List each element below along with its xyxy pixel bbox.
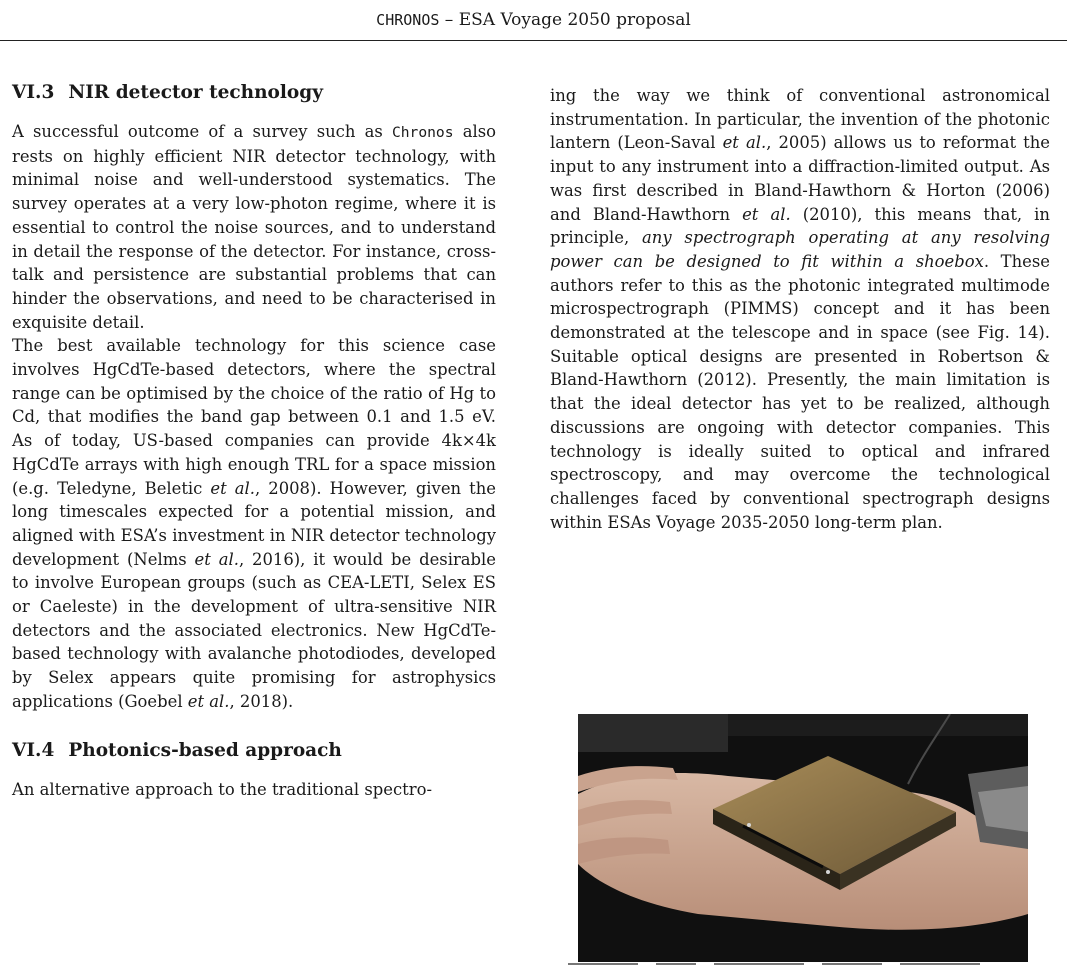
background-equipment: [578, 714, 728, 752]
paragraph-photonics-continued: [550, 84, 1050, 534]
text-run: An alternative approach to the traditional spectro-: [12, 779, 432, 799]
text-run: . These authors refer to this as the photonic integrated multimode microspectrograph (PIMMS) concept and it has been demonstrated at the telescope and in space (see Fig. 14). Suitable optical designs are presented in Robertson & Bland-Hawthorn (2012). Presently, the main limitation is that the ideal detector has yet to be realized, although discussions are ongoing with detector companies. This technology is ideally suited to optical and infrared spectroscopy, and may overcome the technological challenges faced by conventional spectrograph designs within ESAs Voyage 2035-2050 long-term plan.: [550, 251, 1050, 532]
right-column: [550, 84, 1050, 534]
header-project-name: CHRONOS: [376, 11, 440, 29]
citation-et-al: et al.: [194, 549, 239, 569]
paragraph-hgcdte: [12, 334, 496, 713]
section-title: Photonics-based approach: [68, 739, 342, 761]
background-equipment: [728, 714, 1028, 736]
emphasis-shoebox: any spectrograph operating at any resolving power can be designed to fit within a shoebox: [550, 228, 1050, 271]
citation-et-al: et al.: [187, 691, 230, 711]
left-column: [12, 80, 496, 801]
section-heading-photonics: [12, 738, 496, 764]
running-header: [0, 6, 1067, 34]
section-heading-nir-detector: [12, 80, 496, 106]
text-run: , 2005) allows us to reformat the input to any instrument into a diffraction-limited output. As was first described in Bland-Hawthorn & Horton (2006) and Bland-Hawthorn: [550, 133, 1050, 224]
figure-pimms-photo: [578, 714, 1028, 962]
text-run: , 2016), it would be desirable to involve European groups (such as CEA-LETI, Selex ES or Caeleste) in the development of ultra-sensitive NIR detectors and the associated electronics. New HgCdTe-based technology with avalanche photodiodes, developed by Selex appears quite promising for astrophysics applications (Goebel: [12, 549, 496, 711]
text-run: , 2018).: [229, 691, 294, 711]
text-run: (2010), this means that, in principle,: [550, 204, 1050, 248]
photo-illustration: [578, 714, 1028, 962]
header-rule: [0, 40, 1067, 41]
figure-caption-cutoff: [568, 963, 1038, 971]
text-run: A successful outcome of a survey such as: [12, 122, 392, 141]
device-screw: [747, 823, 751, 827]
citation-et-al: et al.: [722, 133, 767, 153]
citation-et-al: et al.: [742, 204, 791, 224]
text-run: ing the way we think of conventional astronomical instrumentation. In particular, the invention of the photonic lantern (Leon-Saval: [550, 86, 1050, 153]
citation-et-al: et al.: [210, 478, 255, 498]
section-number: VI.4: [12, 739, 55, 761]
survey-name: Chronos: [391, 124, 454, 141]
text-run: , 2008). However, given the long timescales expected for a potential mission, and aligned with ESA’s investment in NIR detector technology development (Nelms: [12, 478, 496, 569]
section-title: NIR detector technology: [68, 82, 323, 103]
section-number: VI.3: [12, 82, 55, 103]
paragraph-photonics-start: [12, 778, 496, 802]
header-subtitle: ESA Voyage 2050 proposal: [458, 10, 691, 30]
device-screw: [826, 870, 830, 874]
text-run: also rests on highly efficient NIR detector technology, with minimal noise and well-understood systematics. The survey operates at a very low-photon regime, where it is essential to control the noise sources, and to understand in detail the response of the detector. For instance, cross-talk and persistence are substantial problems that can hinder the observations, and need to be characterised in exquisite detail.: [12, 122, 496, 332]
text-run: The best available technology for this science case involves HgCdTe-based detectors, where the spectral range can be optimised by the choice of the ratio of Hg to Cd, that modifies the band gap between 0.1 and 1.5 eV. As of today, US-based companies can provide 4k×4k HgCdTe arrays with high enough TRL for a space mission (e.g. Teledyne, Beletic: [12, 336, 496, 498]
header-separator: –: [439, 10, 459, 30]
paragraph-detector-intro: [12, 120, 496, 334]
